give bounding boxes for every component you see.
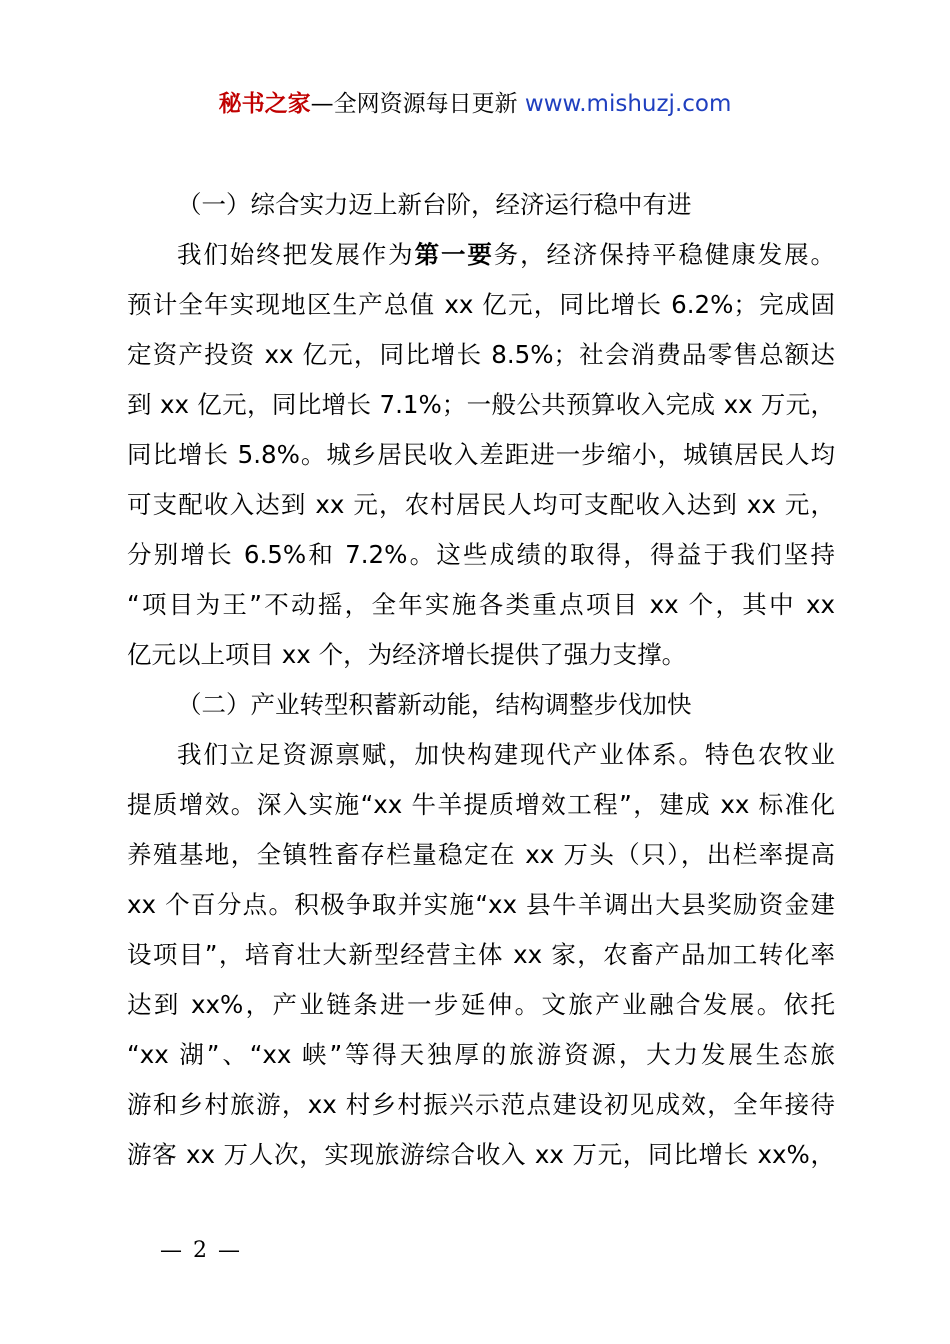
paragraph-line: 游和乡村旅游，xx 村乡村振兴示范点建设初见成效，全年接待: [127, 1090, 835, 1119]
section-heading-1: （一）综合实力迈上新台阶，经济运行稳中有进: [177, 190, 692, 219]
paragraph-line: 达到 xx%，产业链条进一步延伸。文旅产业融合发展。依托: [127, 990, 835, 1019]
paragraph-line: 定资产投资 xx 亿元，同比增长 8.5%；社会消费品零售总额达: [127, 340, 835, 369]
paragraph-line: 养殖基地，全镇牲畜存栏量稳定在 xx 万头（只），出栏率提高: [127, 840, 835, 869]
header-url-link[interactable]: www.mishuzj.com: [524, 91, 732, 117]
paragraph-line: 我们始终把发展作为第一要务，经济保持平稳健康发展。: [177, 240, 835, 269]
paragraph-line: 可支配收入达到 xx 元，农村居民人均可支配收入达到 xx 元，: [127, 490, 835, 519]
paragraph-line: 分别增长 6.5%和 7.2%。这些成绩的取得，得益于我们坚持: [127, 540, 835, 569]
page-header: [0, 88, 950, 120]
paragraph-line: 亿元以上项目 xx 个，为经济增长提供了强力支撑。: [127, 640, 687, 669]
paragraph-line: xx 个百分点。积极争取并实施“xx 县牛羊调出大县奖励资金建: [127, 890, 835, 919]
paragraph-line: 预计全年实现地区生产总值 xx 亿元，同比增长 6.2%；完成固: [127, 290, 835, 319]
paragraph-line: 同比增长 5.8%。城乡居民收入差距进一步缩小，城镇居民人均: [127, 440, 835, 469]
paragraph-line: “项目为王”不动摇，全年实施各类重点项目 xx 个，其中 xx: [127, 590, 835, 619]
paragraph-line: 提质增效。深入实施“xx 牛羊提质增效工程”，建成 xx 标准化: [127, 790, 835, 819]
brand-name: 秘书之家: [218, 91, 311, 117]
paragraph-line: 游客 xx 万人次，实现旅游综合收入 xx 万元，同比增长 xx%，: [127, 1140, 835, 1169]
section-heading-2: （二）产业转型积蓄新动能，结构调整步伐加快: [177, 690, 692, 719]
bold-emphasis: 第一要: [414, 240, 494, 269]
paragraph-line: 到 xx 亿元，同比增长 7.1%；一般公共预算收入完成 xx 万元，: [127, 390, 835, 419]
paragraph-line: 我们立足资源禀赋，加快构建现代产业体系。特色农牧业: [177, 740, 835, 769]
header-slogan: —全网资源每日更新: [310, 91, 518, 117]
document-body: [127, 180, 835, 1180]
page-number: — 2 —: [160, 1238, 242, 1263]
paragraph-line: “xx 湖”、“xx 峡”等得天独厚的旅游资源，大力发展生态旅: [127, 1040, 835, 1069]
paragraph-line: 设项目”，培育壮大新型经营主体 xx 家，农畜产品加工转化率: [127, 940, 835, 969]
